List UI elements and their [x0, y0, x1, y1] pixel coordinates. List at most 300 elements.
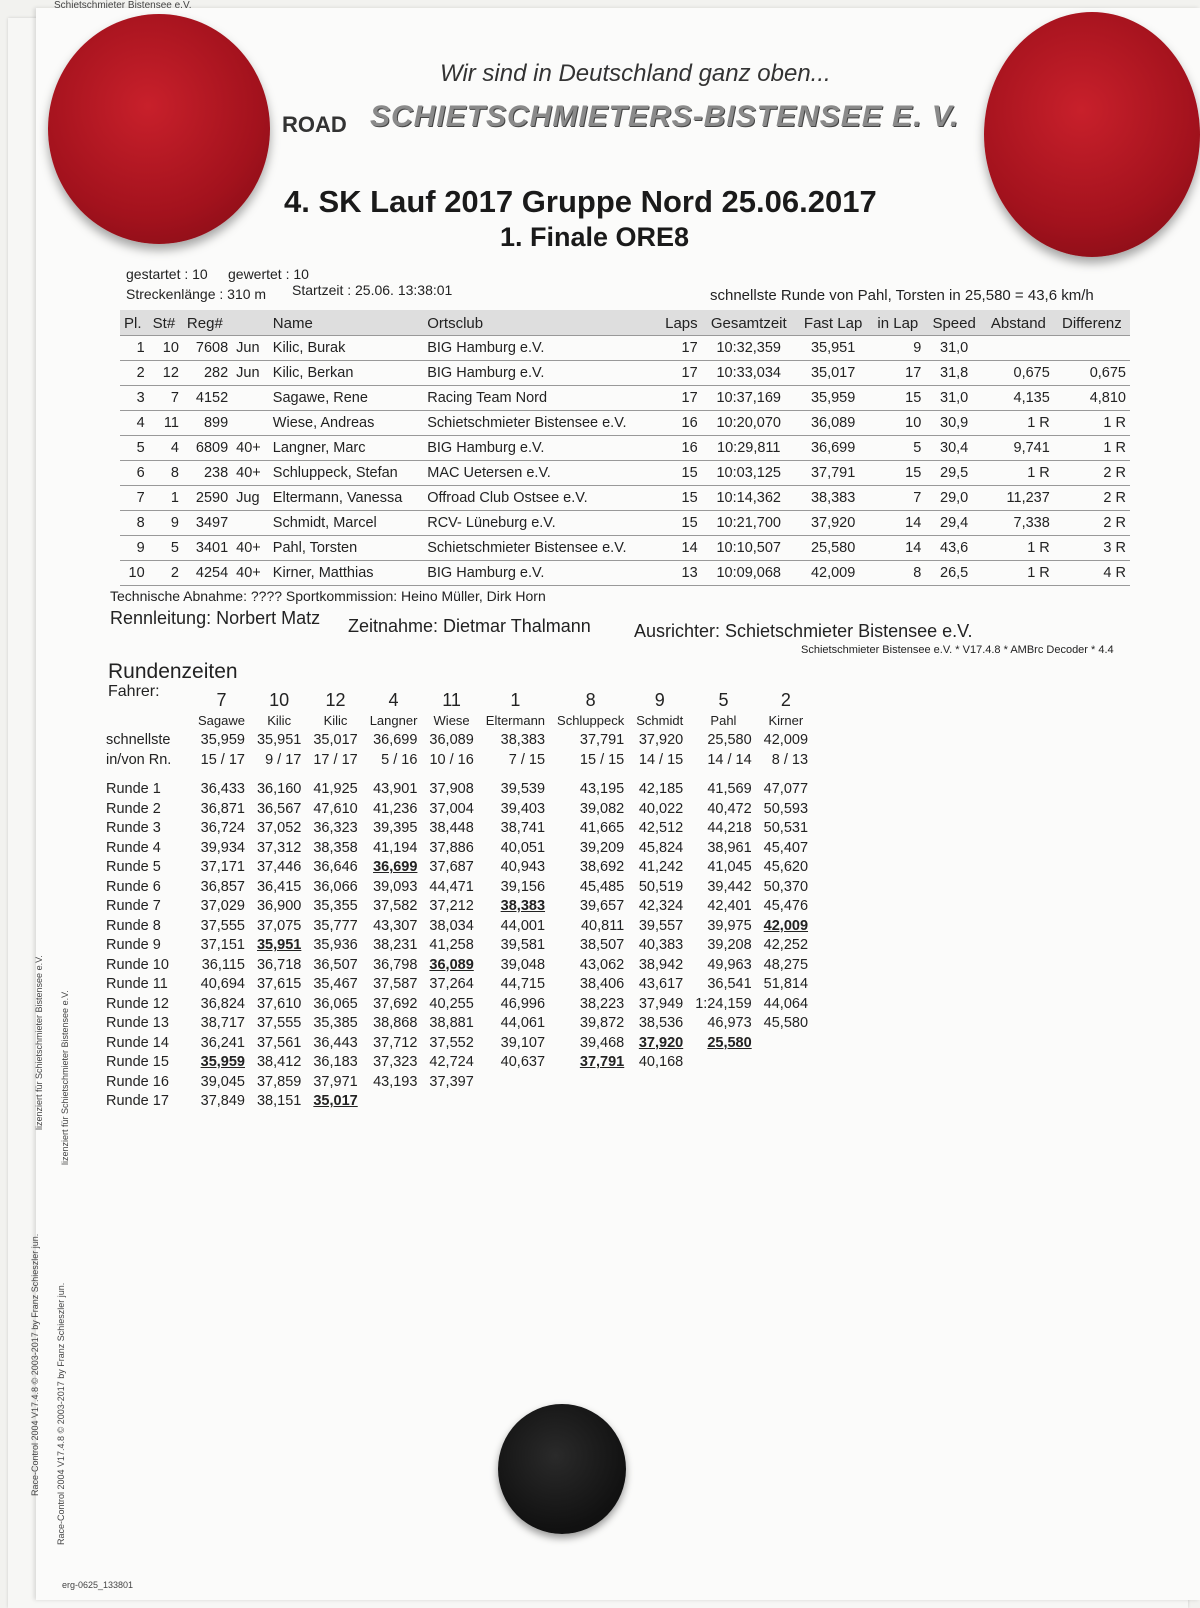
lap-time: 38,741 [500, 820, 546, 837]
result-row [120, 411, 1130, 436]
fastest-value: 42,009 [763, 732, 809, 749]
result-cell: BIG Hamburg e.V. [423, 336, 656, 361]
invon-value: 17 / 17 [313, 751, 358, 768]
lap-time: 36,824 [200, 995, 245, 1012]
lap-time: 36,798 [373, 956, 418, 973]
lap-time: 36,415 [256, 878, 302, 895]
col-class [232, 310, 269, 336]
round-label: Runde 15 [106, 1054, 169, 1071]
invon-value: 8 / 13 [771, 751, 809, 768]
result-cell: 1 [120, 336, 149, 361]
result-cell: 42,009 [796, 561, 871, 586]
col-reg: Reg# [183, 310, 232, 336]
fastest-row [104, 731, 814, 751]
result-row [120, 436, 1130, 461]
lap-time: 39,657 [579, 898, 625, 915]
lap-time: 37,582 [373, 898, 418, 915]
lap-time: 42,324 [638, 898, 684, 915]
laptimes-table [104, 690, 814, 1111]
result-cell: Racing Team Nord [423, 386, 656, 411]
result-cell: 40+ [232, 461, 269, 486]
lap-time [758, 1072, 814, 1092]
lap-time: 39,468 [579, 1034, 625, 1051]
result-cell: 1 R [983, 461, 1054, 486]
result-cell: Schluppeck, Stefan [269, 461, 423, 486]
lap-time: 36,115 [201, 956, 245, 973]
result-cell: 1 R [1054, 436, 1130, 461]
software-label: Schietschmieter Bistensee e.V. * V17.4.8 * AMBrc Decoder * 4.4 [801, 644, 1114, 656]
driver-number: 7 [216, 690, 227, 710]
lap-time: 50,593 [763, 800, 809, 817]
result-cell: 10:21,700 [702, 511, 796, 536]
lap-time: 37,886 [429, 839, 474, 856]
lap-time: 37,615 [256, 976, 302, 993]
round-row [104, 1014, 814, 1034]
lap-time: 37,264 [429, 976, 474, 993]
result-cell: 36,089 [796, 411, 871, 436]
lap-time: 36,900 [256, 898, 302, 915]
result-cell: 35,017 [796, 361, 871, 386]
result-row [120, 461, 1130, 486]
result-cell: 5 [120, 436, 149, 461]
lap-time: 37,849 [200, 1093, 245, 1110]
gestartet-label: gestartet : 10 [126, 266, 208, 282]
lap-time: 40,168 [638, 1054, 684, 1071]
lap-time: 37,397 [429, 1073, 474, 1090]
result-cell: Schietschmieter Bistensee e.V. [423, 536, 656, 561]
driver-number: 8 [585, 690, 596, 710]
fastest-value: 38,383 [500, 732, 546, 749]
result-cell: 15 [656, 486, 702, 511]
result-cell [983, 336, 1054, 361]
lap-time: 49,963 [707, 956, 752, 973]
result-cell: 10:10,507 [702, 536, 796, 561]
lap-time: 43,307 [373, 917, 418, 934]
round-row [104, 897, 814, 917]
lap-time: 40,694 [200, 976, 245, 993]
lap-time: 44,064 [763, 995, 809, 1012]
lap-time: 39,045 [200, 1073, 245, 1090]
col-pl: Pl. [120, 310, 149, 336]
result-cell: 10:09,068 [702, 561, 796, 586]
race-control-text-outer: Race-Control 2004 V17.4.8 © 2003-2017 by Franz Schieszler jun. [30, 1233, 40, 1496]
black-magnet [498, 1404, 626, 1534]
result-row [120, 536, 1130, 561]
lap-time: 38,536 [638, 1015, 684, 1032]
result-cell: 5 [149, 536, 183, 561]
lap-time: 36,541 [707, 976, 752, 993]
result-cell: 15 [656, 461, 702, 486]
lap-time: 39,156 [500, 878, 546, 895]
lap-time: 42,724 [429, 1054, 474, 1071]
result-cell: 2 R [1054, 461, 1130, 486]
lap-time [551, 1092, 630, 1112]
zeitnahme-label: Zeitnahme: Dietmar Thalmann [348, 616, 591, 636]
lap-time: 38,717 [200, 1015, 245, 1032]
result-cell: 11,237 [983, 486, 1054, 511]
lap-time: 37,171 [200, 859, 245, 876]
result-cell: 7,338 [983, 511, 1054, 536]
result-cell: 3 R [1054, 536, 1130, 561]
lap-time [630, 1072, 689, 1092]
ausrichter-label: Ausrichter: Schietschmieter Bistensee e.V. [634, 621, 973, 641]
lap-time: 41,258 [429, 937, 474, 954]
result-cell: 9 [149, 511, 183, 536]
result-cell: Kilic, Berkan [269, 361, 423, 386]
fastest-value: 35,951 [256, 732, 302, 749]
lap-time: 44,471 [429, 878, 474, 895]
invon-value: 9 / 17 [265, 751, 302, 768]
result-cell: 43,6 [925, 536, 983, 561]
result-cell: 1 R [1054, 411, 1130, 436]
result-cell: BIG Hamburg e.V. [423, 361, 656, 386]
lap-time: 39,442 [707, 878, 752, 895]
file-id: erg-0625_133801 [62, 1580, 134, 1590]
result-cell: 3401 [183, 536, 232, 561]
lap-time: 44,061 [500, 1015, 546, 1032]
result-cell: 11 [149, 411, 183, 436]
lap-time: 38,881 [429, 1015, 474, 1032]
result-cell: 30,4 [925, 436, 983, 461]
driver-name: Langner [369, 713, 418, 729]
result-cell: 2 R [1054, 486, 1130, 511]
lap-time: 37,712 [373, 1034, 418, 1051]
lap-time [758, 1092, 814, 1112]
fastest-value: 37,920 [638, 732, 684, 749]
lap-time: 45,580 [763, 1015, 809, 1032]
lap-time: 36,089 [429, 956, 474, 973]
lap-time: 37,555 [256, 1015, 302, 1032]
result-cell: 17 [656, 386, 702, 411]
invon-value: 7 / 15 [508, 751, 546, 768]
lap-time: 37,075 [256, 917, 302, 934]
driver-name: Eltermann [485, 713, 546, 729]
result-cell: 17 [656, 336, 702, 361]
lap-time [364, 1092, 424, 1112]
lap-time: 37,052 [256, 820, 302, 837]
invon-value: 10 / 16 [429, 751, 474, 768]
lap-time: 36,160 [256, 781, 302, 798]
driver-name: Schluppeck [557, 713, 625, 729]
result-cell: 16 [656, 436, 702, 461]
round-row [104, 975, 814, 995]
invon-label: in/von Rn. [106, 751, 172, 768]
lap-time: 39,208 [707, 937, 752, 954]
lap-time: 38,507 [579, 937, 625, 954]
lap-time: 36,871 [200, 800, 245, 817]
result-cell: 8 [120, 511, 149, 536]
lap-time: 36,646 [313, 859, 358, 876]
result-cell: 4 [149, 436, 183, 461]
lap-time: 42,401 [707, 898, 752, 915]
lap-time: 36,183 [313, 1054, 358, 1071]
lap-time: 37,610 [256, 995, 302, 1012]
lap-time [480, 1092, 551, 1112]
result-cell: 282 [183, 361, 232, 386]
page-title: 4. SK Lauf 2017 Gruppe Nord 25.06.2017 [284, 184, 877, 219]
lap-time [758, 1033, 814, 1053]
lap-time: 45,407 [763, 839, 809, 856]
fastest-label: schnellste [106, 732, 171, 749]
lap-time: 43,617 [638, 976, 684, 993]
lap-time: 41,045 [707, 859, 752, 876]
result-cell: 17 [870, 361, 925, 386]
lap-time: 40,383 [638, 937, 684, 954]
race-control-text-inner: Race-Control 2004 V17.4.8 © 2003-2017 by Franz Schieszler jun. [56, 1282, 66, 1545]
start-time-label: Startzeit : 25.06. 13:38:01 [292, 282, 453, 298]
round-row [104, 838, 814, 858]
lap-time: 50,370 [763, 878, 809, 895]
result-cell: 10:33,034 [702, 361, 796, 386]
license-text-inner: lizenziert für Schietschmieter Bistensee e.V. [60, 990, 70, 1165]
lap-time: 36,443 [313, 1034, 358, 1051]
license-text-outer: lizenziert für Schietschmieter Bistensee e.V. [34, 955, 44, 1130]
col-club: Ortsclub [423, 310, 656, 336]
result-cell: Kirner, Matthias [269, 561, 423, 586]
round-row [104, 1053, 814, 1073]
result-cell: Pahl, Torsten [269, 536, 423, 561]
result-cell: 7 [149, 386, 183, 411]
round-label: Runde 12 [106, 995, 169, 1012]
lap-time: 37,561 [256, 1034, 302, 1051]
lap-time: 41,569 [707, 781, 752, 798]
lap-time: 37,859 [256, 1073, 302, 1090]
lap-time: 50,519 [638, 878, 684, 895]
lap-time: 45,620 [763, 859, 809, 876]
lap-time: 38,412 [256, 1054, 302, 1071]
lap-time: 41,665 [579, 820, 625, 837]
result-cell: 14 [870, 536, 925, 561]
result-cell: 10:20,070 [702, 411, 796, 436]
lap-time: 39,403 [500, 800, 546, 817]
result-cell: 10 [149, 336, 183, 361]
round-label: Runde 10 [106, 956, 169, 973]
result-cell: Jug [232, 486, 269, 511]
round-label: Runde 1 [106, 781, 161, 798]
lap-time: 46,996 [500, 995, 546, 1012]
lap-time: 38,406 [579, 976, 625, 993]
result-cell: 6809 [183, 436, 232, 461]
lap-time: 44,001 [500, 917, 546, 934]
round-row [104, 994, 814, 1014]
lap-time: 37,971 [313, 1073, 358, 1090]
lap-time: 45,824 [638, 839, 684, 856]
result-cell: 4,810 [1054, 386, 1130, 411]
result-cell: 2 [149, 561, 183, 586]
driver-name: Kilic [267, 713, 292, 729]
lap-time: 43,195 [579, 781, 625, 798]
lap-time: 39,107 [500, 1034, 546, 1051]
driver-number: 5 [718, 690, 729, 710]
result-cell: 9 [870, 336, 925, 361]
result-row [120, 386, 1130, 411]
driver-name: Schmidt [636, 713, 684, 729]
result-cell [232, 411, 269, 436]
lap-time: 35,959 [200, 1054, 245, 1071]
result-cell: Jun [232, 361, 269, 386]
result-cell [1054, 336, 1130, 361]
lap-time: 36,241 [200, 1034, 245, 1051]
lap-time: 38,223 [579, 995, 625, 1012]
result-cell: MAC Uetersen e.V. [423, 461, 656, 486]
lap-time: 45,485 [579, 878, 625, 895]
invon-row [104, 750, 814, 770]
result-cell: 31,0 [925, 336, 983, 361]
result-cell: 17 [656, 361, 702, 386]
lap-time: 35,951 [256, 937, 302, 954]
driver-number: 4 [388, 690, 399, 710]
driver-name: Kirner [768, 713, 804, 729]
driver-number: 2 [780, 690, 791, 710]
rennleitung-label: Rennleitung: Norbert Matz [110, 608, 321, 628]
driver-name: Pahl [710, 713, 737, 729]
round-row [104, 819, 814, 839]
lap-time [630, 1092, 689, 1112]
lap-time: 48,275 [763, 956, 809, 973]
round-label: Runde 9 [106, 937, 161, 954]
lap-time: 42,009 [763, 917, 809, 934]
result-cell [232, 386, 269, 411]
lap-time: 38,383 [500, 898, 546, 915]
col-name: Name [269, 310, 423, 336]
lap-time: 37,029 [200, 898, 245, 915]
result-cell: 899 [183, 411, 232, 436]
result-cell: 6 [120, 461, 149, 486]
result-cell: 1 R [983, 561, 1054, 586]
result-cell: 3 [120, 386, 149, 411]
driver-name-row [104, 711, 814, 731]
lap-time: 39,395 [373, 820, 418, 837]
result-cell: 29,0 [925, 486, 983, 511]
driver-number: 12 [325, 690, 346, 710]
lap-time: 39,209 [579, 839, 625, 856]
lap-time: 36,507 [313, 956, 358, 973]
driver-name: Wiese [433, 713, 470, 729]
lap-time: 36,699 [373, 859, 418, 876]
round-row [104, 936, 814, 956]
round-label: Runde 13 [106, 1015, 169, 1032]
result-cell: 2590 [183, 486, 232, 511]
result-cell [232, 511, 269, 536]
header-spacer [104, 690, 192, 711]
round-row [104, 1092, 814, 1112]
lap-time: 41,236 [373, 800, 418, 817]
spacer-cell [104, 770, 192, 780]
lap-time [480, 1072, 551, 1092]
lap-time: 47,077 [763, 781, 809, 798]
round-row [104, 1072, 814, 1092]
result-cell: 3497 [183, 511, 232, 536]
invon-value: 15 / 15 [579, 751, 625, 768]
club-top-label: Schietschmieter Bistensee e.V. [54, 0, 192, 11]
lap-time: 37,555 [200, 917, 245, 934]
lap-time: 42,252 [763, 937, 809, 954]
spacer-row [104, 770, 814, 780]
result-cell: Jun [232, 336, 269, 361]
lap-time: 41,925 [313, 781, 358, 798]
driver-name: Sagawe [198, 713, 245, 729]
lap-time: 42,512 [638, 820, 684, 837]
lap-time: 37,920 [638, 1034, 684, 1051]
lap-time: 39,093 [373, 878, 418, 895]
lap-time: 37,687 [429, 859, 474, 876]
lap-time: 38,961 [707, 839, 752, 856]
round-row [104, 1033, 814, 1053]
result-cell: 5 [870, 436, 925, 461]
result-row [120, 486, 1130, 511]
lap-time: 39,048 [500, 956, 546, 973]
result-cell: Wiese, Andreas [269, 411, 423, 436]
result-cell: 35,959 [796, 386, 871, 411]
result-cell: 1 [149, 486, 183, 511]
result-cell: RCV- Lüneburg e.V. [423, 511, 656, 536]
track-length-label: Streckenlänge : 310 m [126, 286, 267, 302]
lap-time: 37,587 [373, 976, 418, 993]
result-cell: 40+ [232, 436, 269, 461]
result-cell: Langner, Marc [269, 436, 423, 461]
lap-time: 39,872 [579, 1015, 625, 1032]
road-logo: ROAD [282, 112, 347, 137]
result-cell: BIG Hamburg e.V. [423, 561, 656, 586]
invon-value: 14 / 15 [638, 751, 684, 768]
club-logo: SCHIETSCHMIETERS-BISTENSEE E. V. [370, 100, 960, 133]
lap-time: 36,567 [256, 800, 302, 817]
lap-time: 39,539 [500, 781, 546, 798]
invon-value: 15 / 17 [200, 751, 245, 768]
lap-time: 45,476 [763, 898, 809, 915]
lap-time: 37,212 [429, 898, 474, 915]
lap-time: 36,065 [313, 995, 358, 1012]
lap-time: 37,446 [256, 859, 302, 876]
lap-time: 36,433 [200, 781, 245, 798]
result-row [120, 561, 1130, 586]
result-cell: 7 [120, 486, 149, 511]
round-row [104, 877, 814, 897]
result-cell: 10:32,359 [702, 336, 796, 361]
lap-time: 43,062 [579, 956, 625, 973]
lap-time: 37,949 [638, 995, 684, 1012]
lap-time: 43,901 [373, 781, 418, 798]
lap-time: 42,185 [638, 781, 684, 798]
round-label: Runde 8 [106, 917, 161, 934]
lap-time: 40,051 [500, 839, 546, 856]
result-cell: 7 [870, 486, 925, 511]
round-label: Runde 4 [106, 839, 161, 856]
lap-time [689, 1053, 757, 1073]
round-row [104, 916, 814, 936]
result-cell: 4,135 [983, 386, 1054, 411]
lap-time: 35,467 [313, 976, 358, 993]
result-cell: 2 R [1054, 511, 1130, 536]
result-cell: 15 [656, 511, 702, 536]
lap-time: 35,385 [313, 1015, 358, 1032]
result-cell: 0,675 [1054, 361, 1130, 386]
fastest-value: 25,580 [707, 732, 752, 749]
lap-time: 38,034 [429, 917, 474, 934]
lap-time: 37,552 [429, 1034, 474, 1051]
result-cell: 35,951 [796, 336, 871, 361]
lap-time: 39,557 [638, 917, 684, 934]
round-label: Runde 5 [106, 859, 161, 876]
lap-time: 35,936 [313, 937, 358, 954]
lap-time: 37,791 [579, 1054, 625, 1071]
result-cell: 10:14,362 [702, 486, 796, 511]
fahrer-label: Fahrer: [108, 683, 160, 700]
result-cell: 16 [656, 411, 702, 436]
result-cell: 8 [870, 561, 925, 586]
lap-time: 44,715 [500, 976, 546, 993]
result-cell: 1 R [983, 536, 1054, 561]
